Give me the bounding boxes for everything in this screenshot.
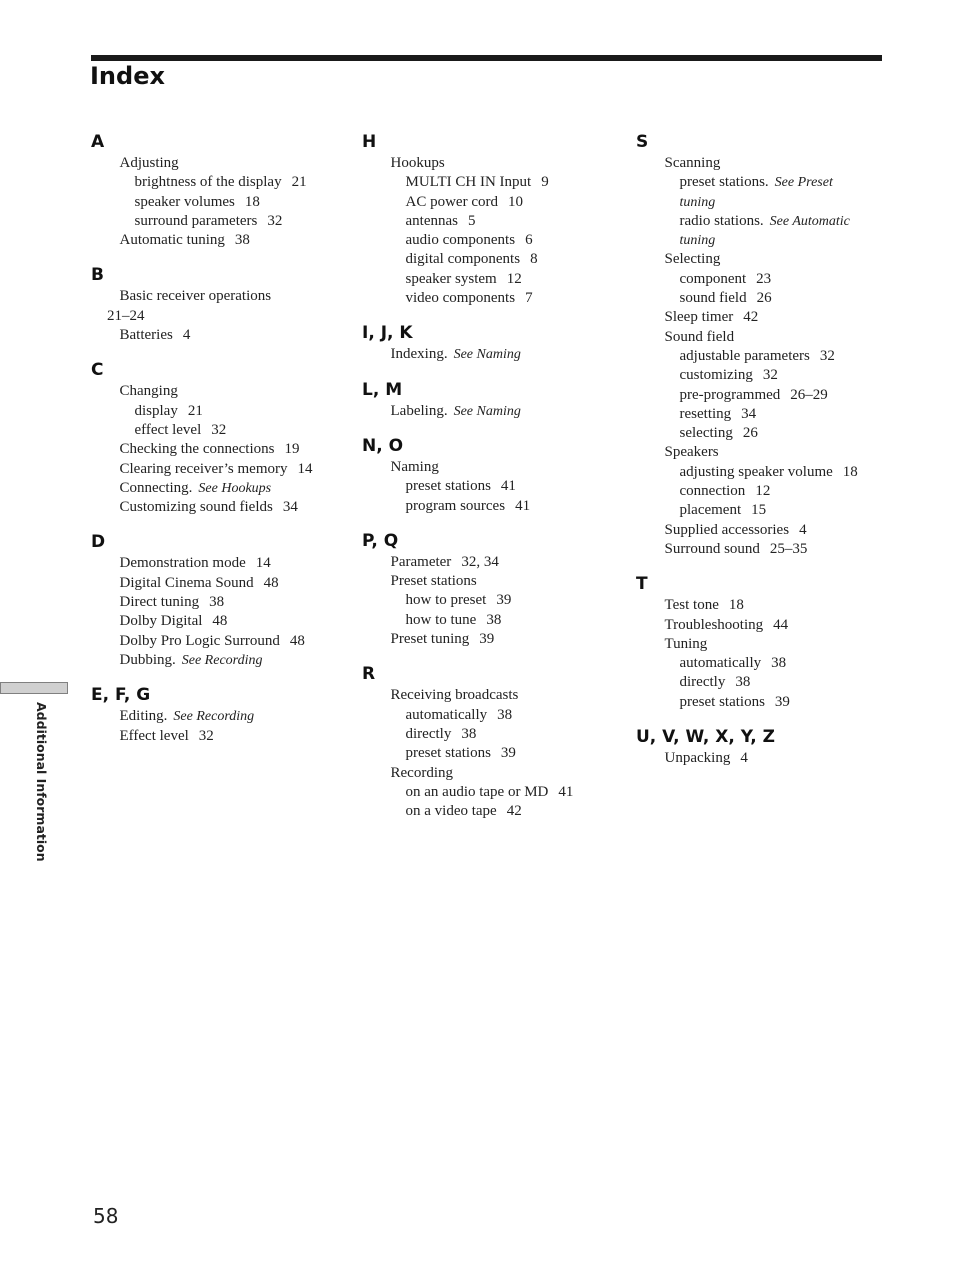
- page-reference: 26: [756, 290, 772, 307]
- page-reference: 39: [774, 693, 790, 710]
- index-subentry: [636, 270, 886, 289]
- page-reference: 14: [297, 460, 313, 477]
- entry-term: connection: [679, 483, 746, 500]
- entry-term: program sources: [405, 497, 506, 514]
- page-reference: 14: [255, 555, 271, 572]
- index-subentry: [362, 725, 612, 744]
- index-subentry: [91, 193, 341, 212]
- see-reference-continued: tuning: [679, 194, 716, 210]
- entry-term: 21–24: [107, 307, 145, 324]
- entry-term: Effect level: [119, 727, 189, 744]
- index-subentry: [362, 611, 612, 630]
- entry-term: sound field: [679, 290, 747, 307]
- see-reference: See Recording: [181, 652, 263, 668]
- page-reference: 34: [741, 405, 757, 422]
- index-section: [91, 130, 341, 250]
- entry-term: Test tone: [664, 597, 719, 614]
- entry-term: Digital Cinema Sound: [119, 574, 254, 591]
- entry-term: Adjusting: [119, 155, 179, 171]
- index-entry: [362, 630, 612, 649]
- index-subentry: [362, 270, 612, 289]
- section-letter: P, Q: [362, 530, 399, 551]
- entry-term: brightness of the display: [134, 174, 282, 191]
- page-reference: 38: [209, 594, 225, 611]
- section-letter: T: [636, 574, 648, 595]
- page-reference: 4: [799, 521, 807, 538]
- entry-term: directly: [679, 674, 726, 691]
- index-subentry: [636, 463, 886, 482]
- entry-term: Sound field: [664, 328, 735, 345]
- page-reference: 38: [234, 232, 250, 249]
- index-section: [636, 130, 886, 559]
- section-letter: R: [362, 664, 376, 685]
- entry-term: Dolby Digital: [119, 613, 203, 630]
- index-subentry: [91, 402, 341, 421]
- index-section: [91, 683, 341, 746]
- page-reference: 4: [740, 750, 748, 767]
- page-reference: 38: [461, 725, 477, 742]
- page-reference: 42: [506, 803, 522, 820]
- entry-term: effect level: [134, 421, 202, 438]
- index-subentry: [636, 289, 886, 308]
- page-reference: 25–35: [769, 540, 808, 557]
- see-reference: See Hookups: [198, 480, 272, 496]
- page-reference: 48: [212, 613, 228, 630]
- index-subentry: [636, 193, 886, 212]
- page-reference: 18: [728, 597, 744, 614]
- page-reference: 15: [751, 502, 767, 519]
- index-entry: [91, 727, 341, 746]
- index-entry: [636, 749, 886, 768]
- see-reference-continued: tuning: [679, 233, 716, 249]
- index-column-2: [362, 130, 612, 834]
- index-subentry: [636, 501, 886, 520]
- side-tab-marker: [0, 682, 68, 694]
- index-entry: [362, 572, 612, 591]
- entry-term: Automatic tuning: [119, 232, 225, 249]
- page-reference: 32: [211, 421, 227, 438]
- page-reference: 7: [525, 290, 533, 307]
- entry-term: Receiving broadcasts: [390, 687, 519, 704]
- index-entry: [362, 553, 612, 572]
- page-reference: 39: [500, 745, 516, 762]
- page-reference: 26: [742, 425, 758, 442]
- page-reference: 39: [479, 631, 495, 648]
- index-column-1: [91, 130, 341, 759]
- page-reference: 18: [244, 193, 260, 210]
- page-reference: 38: [497, 706, 513, 723]
- page-reference: 48: [289, 632, 305, 649]
- entry-term: Recording: [390, 764, 453, 781]
- index-subentry: [636, 424, 886, 443]
- index-entry: [636, 540, 886, 559]
- entry-term: AC power cord: [405, 193, 498, 210]
- index-entry: [362, 345, 612, 364]
- side-tab-label: Additional Information: [34, 702, 49, 862]
- index-subentry: [362, 497, 612, 516]
- entry-term: adjusting speaker volume: [679, 463, 833, 480]
- index-section: [91, 358, 341, 517]
- entry-term: Preset tuning: [390, 631, 470, 648]
- section-letter: D: [91, 532, 106, 553]
- entry-term: on a video tape: [405, 803, 497, 820]
- index-entry: [91, 154, 341, 173]
- index-entry: [636, 308, 886, 327]
- see-reference: See Naming: [453, 347, 521, 363]
- index-entry: [91, 651, 341, 670]
- page-reference: 9: [541, 174, 549, 191]
- page-reference: 21: [187, 402, 203, 419]
- entry-term: Sleep timer: [664, 309, 734, 326]
- index-subentry: [362, 744, 612, 763]
- entry-term: preset stations: [405, 478, 491, 495]
- index-subentry: [636, 347, 886, 366]
- entry-term: Troubleshooting: [664, 616, 764, 633]
- index-entry: [636, 596, 886, 615]
- page-reference: 41: [515, 497, 531, 514]
- index-entry: [91, 498, 341, 517]
- section-letter: C: [91, 360, 104, 381]
- entry-term: preset stations: [679, 693, 765, 710]
- index-entry: [91, 574, 341, 593]
- entry-term: on an audio tape or MD: [405, 783, 549, 800]
- index-entry: [636, 616, 886, 635]
- index-subentry: [362, 802, 612, 821]
- entry-term: Batteries: [119, 327, 173, 344]
- entry-term: Indexing.: [390, 346, 448, 363]
- index-subentry: [636, 173, 886, 192]
- index-subentry: [362, 289, 612, 308]
- entry-term: adjustable parameters: [679, 347, 810, 364]
- index-entry: [362, 402, 612, 421]
- page-reference: 12: [755, 483, 771, 500]
- index-subentry: [636, 482, 886, 501]
- index-section: [362, 662, 612, 821]
- page-reference: 26–29: [790, 386, 828, 403]
- entry-term: display: [134, 402, 178, 419]
- entry-term: radio stations.: [679, 212, 764, 229]
- page-reference: 48: [263, 574, 279, 591]
- entry-term: Selecting: [664, 251, 721, 268]
- index-subentry: [636, 693, 886, 712]
- section-letter: A: [91, 132, 105, 152]
- index-subentry: [362, 706, 612, 725]
- entry-term: digital components: [405, 251, 521, 268]
- section-letter: E, F, G: [91, 685, 151, 706]
- index-subentry: [91, 212, 341, 231]
- page-reference: 12: [506, 270, 522, 287]
- index-subentry: [91, 421, 341, 440]
- entry-term: Dolby Pro Logic Surround: [119, 632, 280, 649]
- entry-term: Surround sound: [664, 540, 760, 557]
- page-reference: 38: [735, 674, 751, 691]
- index-entry: [362, 764, 612, 783]
- entry-term: Customizing sound fields: [119, 499, 273, 516]
- index-section: [362, 378, 612, 421]
- entry-term: Checking the connections: [119, 441, 275, 458]
- entry-term: Scanning: [664, 155, 721, 171]
- index-entry: [362, 686, 612, 705]
- index-subentry: [362, 783, 612, 802]
- entry-term: component: [679, 270, 747, 287]
- entry-term: audio components: [405, 232, 516, 249]
- index-subentry: [636, 405, 886, 424]
- index-column-3: [636, 130, 886, 781]
- index-entry: [91, 612, 341, 631]
- section-letter: U, V, W, X, Y, Z: [636, 727, 775, 748]
- index-section: [362, 130, 612, 308]
- page-reference: 21: [291, 174, 307, 191]
- entry-term: Direct tuning: [119, 594, 200, 611]
- entry-term: Preset stations: [390, 573, 477, 590]
- index-entry: [636, 635, 886, 654]
- index-entry: [91, 382, 341, 401]
- entry-term: Changing: [119, 383, 178, 400]
- page-reference: 19: [284, 441, 300, 458]
- section-letter: L, M: [362, 379, 403, 400]
- section-letter: H: [362, 132, 377, 152]
- see-reference: See Recording: [173, 709, 255, 725]
- index-section: [362, 529, 612, 649]
- entry-term: Speakers: [664, 444, 719, 461]
- entry-term: Labeling.: [390, 402, 448, 419]
- entry-term: speaker volumes: [134, 193, 235, 210]
- entry-term: placement: [679, 502, 742, 519]
- entry-term: Unpacking: [664, 750, 731, 767]
- entry-term: MULTI CH IN Input: [405, 174, 532, 191]
- index-subentry: [362, 591, 612, 610]
- page-reference: 39: [496, 592, 512, 609]
- index-entry: [91, 707, 341, 726]
- page-reference: 32: [198, 727, 214, 744]
- index-subentry: [636, 673, 886, 692]
- entry-term: surround parameters: [134, 212, 258, 229]
- entry-term: customizing: [679, 367, 753, 384]
- entry-term: preset stations.: [679, 174, 769, 191]
- index-entry: [91, 440, 341, 459]
- index-entry: [636, 443, 886, 462]
- index-entry: [91, 632, 341, 651]
- page-reference: 38: [486, 611, 502, 628]
- entry-term: Tuning: [664, 635, 708, 652]
- page-reference: 41: [500, 478, 516, 495]
- section-letter: I, J, K: [362, 323, 413, 344]
- page-reference: 34: [282, 499, 298, 516]
- entry-term: antennas: [405, 212, 458, 229]
- entry-term: Editing.: [119, 708, 168, 725]
- index-section: [362, 321, 612, 364]
- index-section: [91, 530, 341, 670]
- section-letter: N, O: [362, 435, 404, 456]
- page-reference: 41: [558, 783, 574, 800]
- index-subentry: [362, 231, 612, 250]
- index-entry: [91, 287, 341, 306]
- page-reference: 8: [530, 251, 538, 268]
- index-entry: [91, 593, 341, 612]
- index-subentry: [362, 173, 612, 192]
- entry-term: preset stations: [405, 745, 491, 762]
- index-entry: [636, 328, 886, 347]
- index-section: [636, 725, 886, 768]
- entry-term: pre-programmed: [679, 386, 781, 403]
- index-subentry: [362, 193, 612, 212]
- entry-term: how to tune: [405, 611, 477, 628]
- section-letter: B: [91, 265, 104, 286]
- page-reference: 32: [762, 367, 778, 384]
- page-reference: 23: [756, 270, 772, 287]
- page-reference: 42: [743, 309, 759, 326]
- see-reference: See Preset: [774, 175, 833, 191]
- entry-term: resetting: [679, 405, 732, 422]
- index-subentry: [91, 173, 341, 192]
- see-reference: See Naming: [453, 403, 521, 419]
- index-entry: [91, 231, 341, 250]
- page-reference: 32: [267, 212, 283, 229]
- index-subentry: [362, 250, 612, 269]
- entry-term: automatically: [679, 655, 762, 672]
- index-subentry: [636, 386, 886, 405]
- index-section: [91, 263, 341, 345]
- entry-term: Supplied accessories: [664, 521, 790, 538]
- entry-term: Clearing receiver’s memory: [119, 460, 288, 477]
- index-entry: [636, 154, 886, 173]
- entry-term: automatically: [405, 706, 488, 723]
- index-entry: [362, 154, 612, 173]
- index-subentry: [362, 212, 612, 231]
- index-entry: [91, 479, 341, 498]
- page-reference: 32: [819, 347, 835, 364]
- entry-term: Parameter: [390, 553, 452, 570]
- index-entry: [636, 250, 886, 269]
- index-subentry: [91, 307, 341, 326]
- index-section: [362, 434, 612, 516]
- page-title: Index: [90, 62, 165, 90]
- index-subentry: [636, 231, 886, 250]
- index-subentry: [636, 366, 886, 385]
- entry-term: Basic receiver operations: [119, 288, 272, 305]
- entry-term: video components: [405, 290, 516, 307]
- index-entry: [91, 326, 341, 345]
- entry-term: how to preset: [405, 592, 487, 609]
- section-letter: S: [636, 132, 649, 152]
- index-entry: [91, 554, 341, 573]
- entry-term: Hookups: [390, 155, 445, 171]
- entry-term: Connecting.: [119, 479, 193, 496]
- page-reference: 5: [467, 212, 476, 229]
- page-reference: 4: [182, 327, 191, 344]
- page-reference: 6: [525, 232, 533, 249]
- index-subentry: [636, 654, 886, 673]
- index-subentry: [636, 212, 886, 231]
- top-rule: [91, 55, 882, 61]
- entry-term: Demonstration mode: [119, 555, 246, 572]
- page-number: 58: [93, 1204, 119, 1228]
- page-reference: 10: [507, 193, 523, 210]
- page-reference: 18: [842, 463, 858, 480]
- page-reference: 38: [771, 655, 787, 672]
- entry-term: directly: [405, 725, 452, 742]
- page-reference: 32, 34: [461, 553, 499, 570]
- index-entry: [91, 460, 341, 479]
- index-subentry: [362, 477, 612, 496]
- entry-term: Dubbing.: [119, 651, 176, 668]
- page-reference: 44: [773, 616, 789, 633]
- see-reference: See Automatic: [769, 213, 850, 229]
- index-entry: [636, 521, 886, 540]
- index-entry: [362, 458, 612, 477]
- entry-term: Naming: [390, 458, 439, 475]
- entry-term: selecting: [679, 425, 733, 442]
- entry-term: speaker system: [405, 270, 497, 287]
- index-section: [636, 572, 886, 712]
